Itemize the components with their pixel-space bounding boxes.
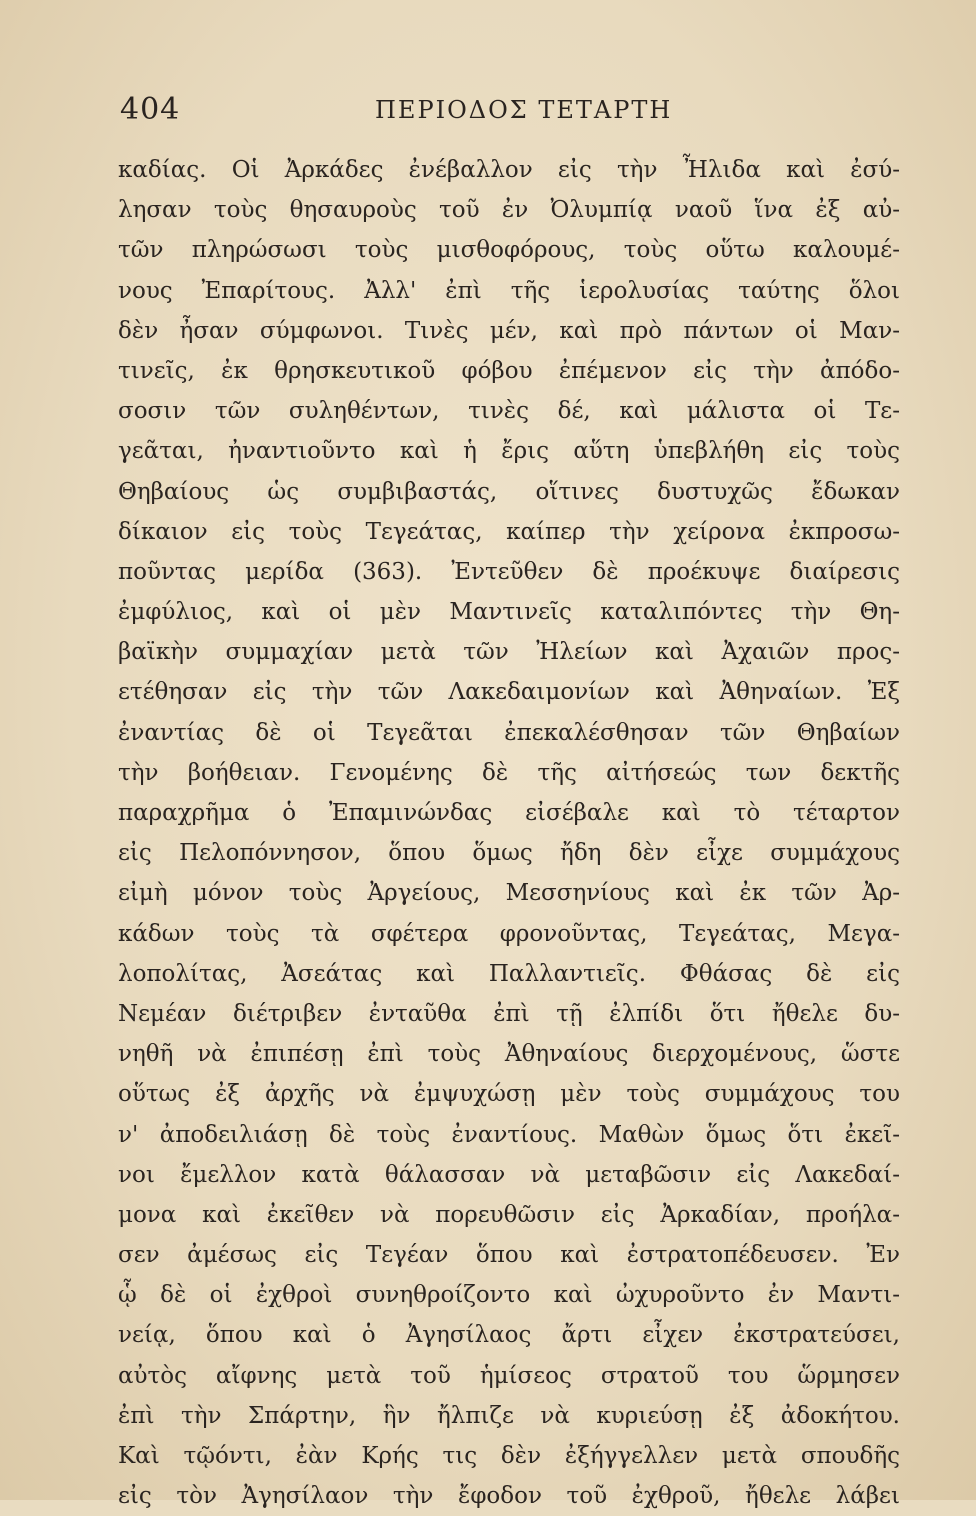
text-line: ἐπὶ τὴν Σπάρτην, ἣν ἤλπιζε νὰ κυριεύσῃ ἐξ ἀδοκήτου. — [118, 1402, 900, 1429]
text-line: ν' ἀποδειλιάσῃ δὲ τοὺς ἐναντίους. Μαθὼν ὅμως ὅτι ἐκεῖ- — [118, 1121, 900, 1148]
text-line: δὲν ἦσαν σύμφωνοι. Τινὲς μέν, καὶ πρὸ πάντων οἱ Μαν- — [118, 317, 900, 344]
text-line: κάδων τοὺς τὰ σφέτερα φρονοῦντας, Τεγεάτας, Μεγα- — [118, 920, 900, 947]
text-line: τῶν πληρώσωσι τοὺς μισθοφόρους, τοὺς οὕτω καλουμέ- — [118, 237, 900, 264]
text-line: καδίας. Οἱ Ἀρκάδες ἐνέβαλλον εἰς τὴν Ἦλιδα καὶ ἐσύ- — [118, 157, 900, 183]
text-line: ᾧ δὲ οἱ ἐχθροὶ συνηθροίζοντο καὶ ὠχυροῦντο ἐν Μαντι- — [118, 1282, 900, 1309]
text-line: ποῦντας μερίδα (363). Ἐντεῦθεν δὲ προέκυψε διαίρεσις — [118, 558, 900, 585]
text-line: νοι ἔμελλον κατὰ θάλασσαν νὰ μεταβῶσιν εἰς Λακεδαί- — [118, 1161, 900, 1188]
text-line: Θηβαίους ὡς συμβιβαστάς, οἵτινες δυστυχῶς ἔδωκαν — [118, 478, 900, 505]
text-line: εἰς τὸν Ἀγησίλαον τὴν ἔφοδον τοῦ ἐχθροῦ, ἤθελε λάβει — [118, 1483, 900, 1510]
text-line: οὕτως ἐξ ἀρχῆς νὰ ἐμψυχώσῃ μὲν τοὺς συμμάχους του — [118, 1081, 900, 1108]
text-line: σεν ἀμέσως εἰς Τεγέαν ὅπου καὶ ἐστρατοπέδευσεν. Ἐν — [118, 1242, 900, 1269]
text-line: σοσιν τῶν συληθέντων, τινὲς δέ, καὶ μάλιστα οἱ Τε- — [118, 398, 900, 425]
text-line: παραχρῆμα ὁ Ἐπαμινώνδας εἰσέβαλε καὶ τὸ τέταρτον — [118, 800, 900, 826]
text-line: δίκαιον εἰς τοὺς Τεγεάτας, καίπερ τὴν χείρονα ἐκπροσω- — [118, 518, 900, 545]
text-line: Καὶ τῷόντι, ἐὰν Κρής τις δὲν ἐξήγγελλεν μετὰ σπουδῆς — [118, 1443, 900, 1469]
text-line: βαϊκὴν συμμαχίαν μετὰ τῶν Ἠλείων καὶ Ἀχαιῶν προς- — [118, 639, 900, 666]
text-line: νους Ἐπαρίτους. Ἀλλ' ἐπὶ τῆς ἱερολυσίας ταύτης ὅλοι — [118, 277, 900, 304]
body-text — [118, 150, 900, 1516]
text-line: ἐναντίας δὲ οἱ Τεγεᾶται ἐπεκαλέσθησαν τῶν Θηβαίων — [118, 719, 900, 746]
text-line: αὐτὸς αἴφνης μετὰ τοῦ ἡμίσεος στρατοῦ του ὥρμησεν — [118, 1362, 900, 1389]
text-line: εἰς Πελοπόννησον, ὅπου ὅμως ἤδη δὲν εἶχε συμμάχους — [118, 840, 900, 867]
text-line: νείᾳ, ὅπου καὶ ὁ Ἀγησίλαος ἄρτι εἶχεν ἐκστρατεύσει, — [118, 1322, 900, 1349]
text-line: λοπολίτας, Ἀσεάτας καὶ Παλλαντιεῖς. Φθάσας δὲ εἰς — [118, 960, 900, 987]
text-line: εἰμὴ μόνον τοὺς Ἀργείους, Μεσσηνίους καὶ ἐκ τῶν Ἀρ- — [118, 880, 900, 907]
page-number: 404 — [120, 92, 181, 127]
text-line: Νεμέαν διέτριβεν ἐνταῦθα ἐπὶ τῇ ἐλπίδι ὅτι ἤθελε δυ- — [118, 1000, 900, 1027]
text-line: λησαν τοὺς θησαυροὺς τοῦ ἐν Ὀλυμπίᾳ ναοῦ ἵνα ἐξ αὐ- — [118, 197, 900, 224]
text-line: ετέθησαν εἰς τὴν τῶν Λακεδαιμονίων καὶ Ἀθηναίων. Ἐξ — [118, 679, 900, 706]
text-line: μονα καὶ ἐκεῖθεν νὰ πορευθῶσιν εἰς Ἀρκαδίαν, προήλα- — [118, 1201, 900, 1228]
running-head: ΠΕΡΙΟΔΟΣ ΤΕΤΑΡΤΗ — [375, 96, 673, 124]
text-line: τὴν βοήθειαν. Γενομένης δὲ τῆς αἰτήσεώς των δεκτῆς — [118, 759, 900, 786]
text-line: νηθῆ νὰ ἐπιπέσῃ ἐπὶ τοὺς Ἀθηναίους διερχομένους, ὥστε — [118, 1041, 900, 1068]
page-header — [120, 92, 900, 132]
text-line: τινεῖς, ἐκ θρησκευτικοῦ φόβου ἐπέμενον εἰς τὴν ἀπόδο- — [118, 357, 900, 384]
text-line: ἐμφύλιος, καὶ οἱ μὲν Μαντινεῖς καταλιπόντες τὴν Θη- — [118, 599, 900, 626]
text-line: γεᾶται, ἠναντιοῦντο καὶ ἡ ἔρις αὕτη ὑπεβλήθη εἰς τοὺς — [118, 438, 900, 465]
